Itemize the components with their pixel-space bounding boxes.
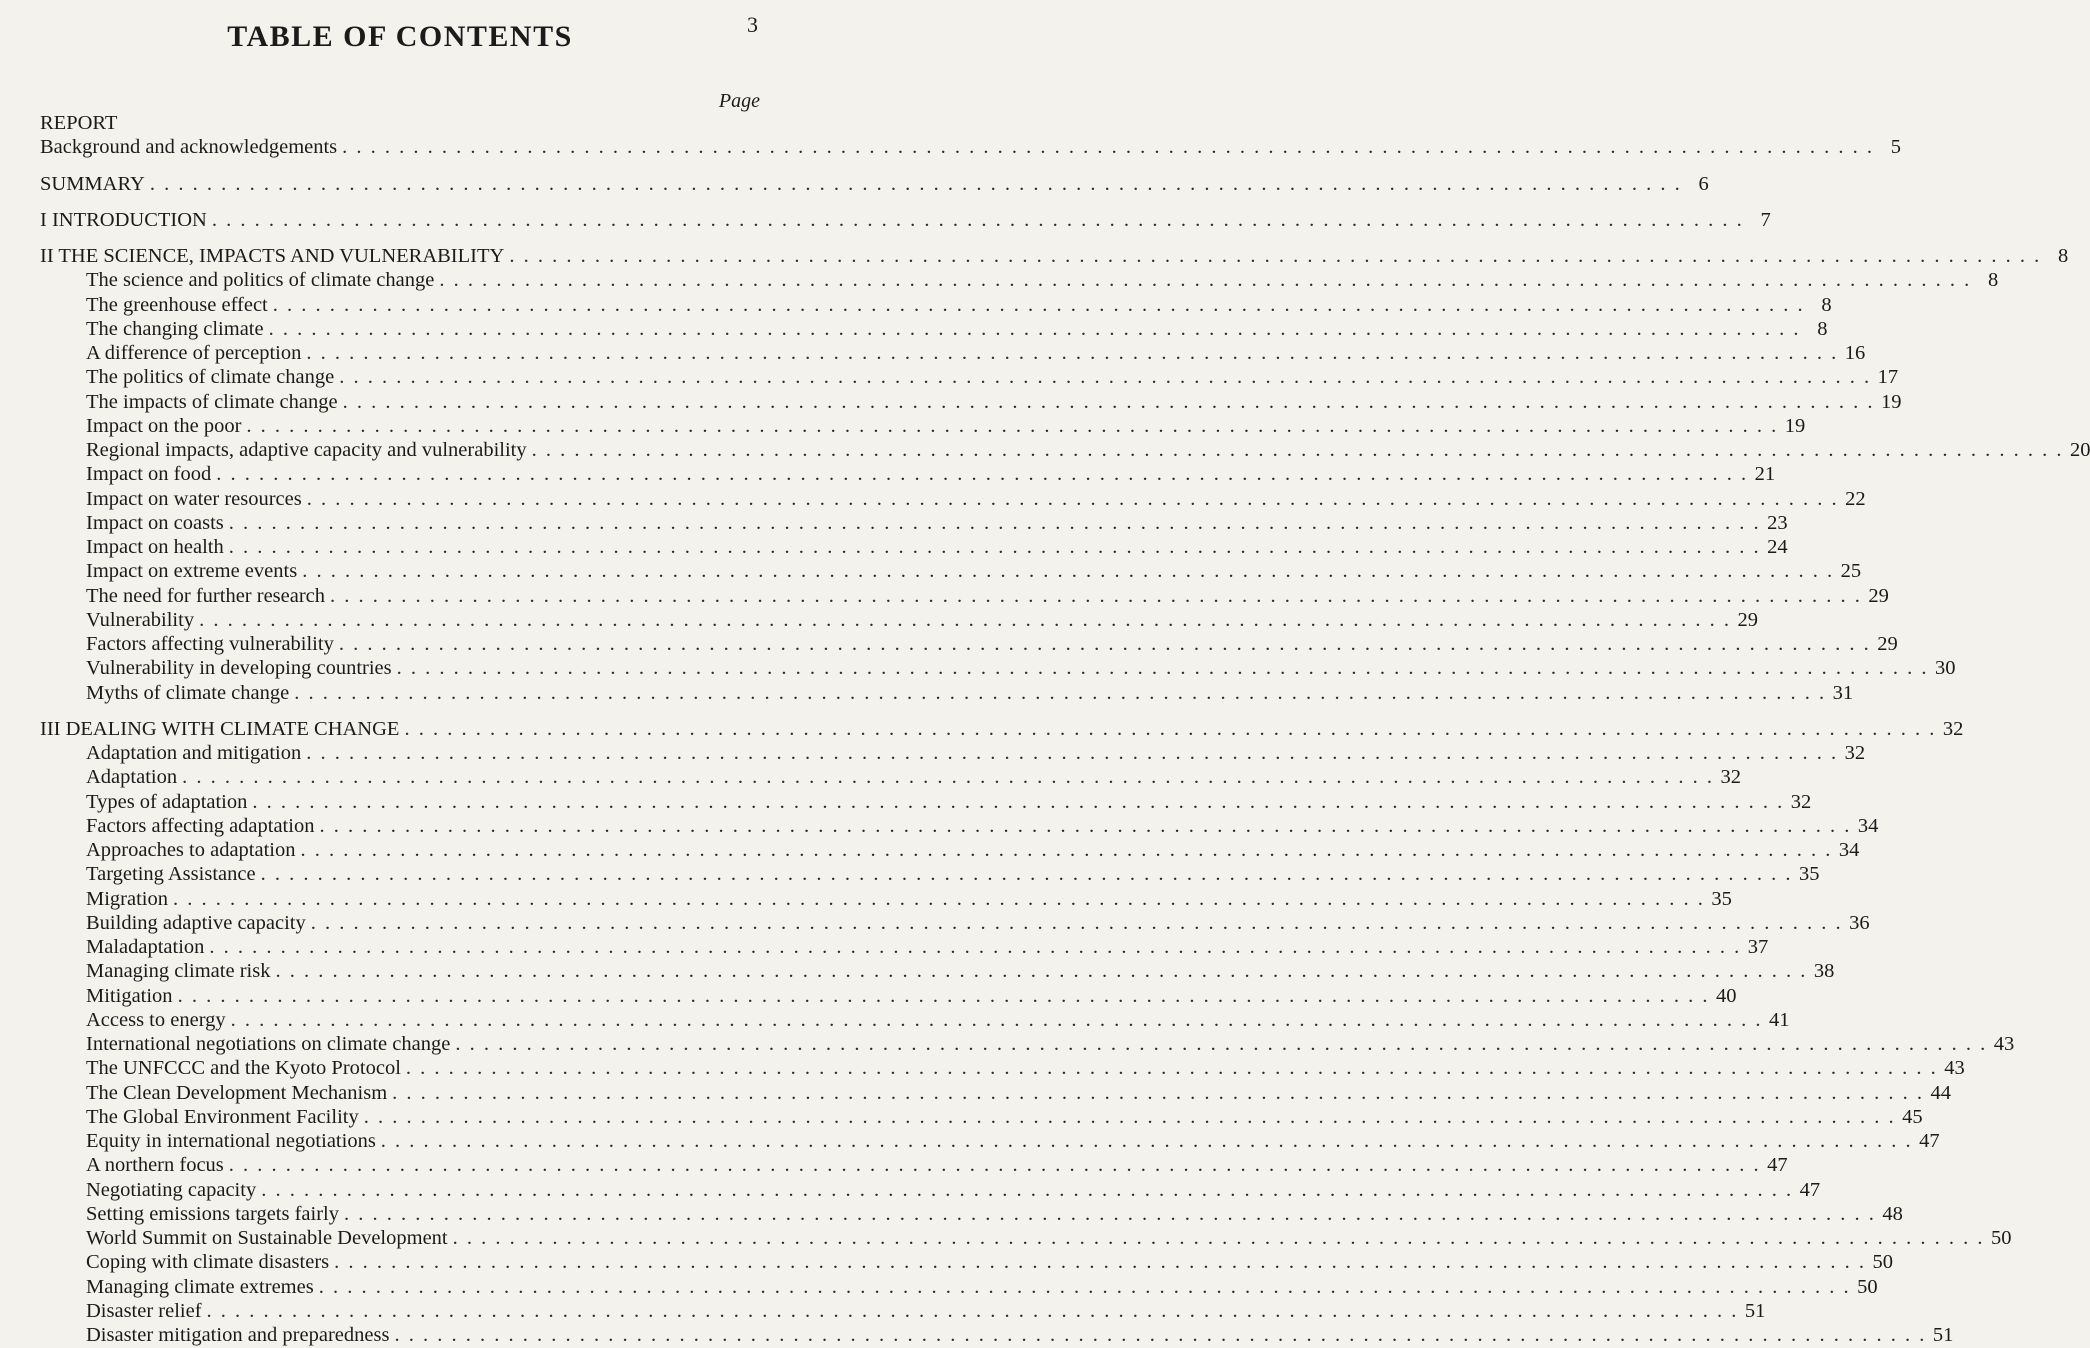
toc-entry[interactable] [40, 839, 1860, 863]
toc-entry-title: Managing climate risk [86, 960, 271, 983]
toc-entry-page: 44 [1930, 1081, 1952, 1104]
toc-leader-dots [364, 1106, 1896, 1129]
toc-entry-page: 40 [1715, 984, 1737, 1007]
toc-entry-page: 31 [1832, 681, 1854, 704]
toc-entry-title: A northern focus [86, 1154, 224, 1177]
toc-entry-page: 47 [1767, 1154, 1788, 1177]
toc-entry-title: The UNFCCC and the Kyoto Protocol [86, 1057, 401, 1080]
toc-leader-dots [306, 342, 1838, 365]
toc-leader-dots [173, 888, 1705, 911]
toc-leader-dots [439, 269, 1971, 292]
toc-entry-page: 8 [2057, 245, 2069, 267]
toc-entry-title: Impact on the poor [86, 414, 242, 437]
toc-entry-page: 5 [1890, 136, 1902, 159]
toc-entry-title: Approaches to adaptation [86, 839, 296, 861]
toc-entry-page: 48 [1882, 1202, 1903, 1225]
toc-entry-title: The impacts of climate change [86, 390, 338, 413]
toc-leader-dots [330, 585, 1862, 608]
toc-entry[interactable] [40, 766, 1741, 790]
toc-entry-page: 25 [1840, 560, 1862, 583]
toc-section-heading[interactable] [40, 172, 1709, 197]
toc-leader-dots [229, 1154, 1761, 1177]
toc-entry-title: The Clean Development Mechanism [86, 1081, 388, 1104]
toc-entry-title: The science and politics of climate change [86, 269, 435, 292]
toc-entry-page: 47 [1919, 1130, 1940, 1152]
toc-leader-dots [343, 391, 1875, 414]
toc-entry-page: 17 [1877, 366, 1899, 389]
toc-entry[interactable] [40, 342, 1866, 366]
toc-entry[interactable] [40, 269, 1999, 293]
toc-entry[interactable] [40, 414, 1806, 439]
page-title: TABLE OF CONTENTS [227, 20, 573, 53]
toc-leader-dots [307, 488, 1839, 511]
toc-entry-page: 47 [1799, 1178, 1821, 1201]
toc-entry-title: World Summit on Sustainable Development [86, 1227, 448, 1249]
toc-leader-dots [339, 633, 1871, 656]
toc-entry[interactable] [40, 1227, 2012, 1251]
toc-leader-dots [252, 791, 1784, 814]
toc-entry-title: Maladaptation [86, 936, 205, 958]
toc-entry-title: SUMMARY [40, 172, 145, 195]
toc-entry-title: The politics of climate change [86, 366, 335, 389]
toc-entry[interactable] [40, 366, 1899, 390]
toc-entry[interactable] [40, 1105, 1923, 1130]
toc-leader-dots [294, 682, 1826, 705]
toc-entry-title: III DEALING WITH CLIMATE CHANGE [40, 717, 400, 740]
toc-entry[interactable] [40, 1033, 2015, 1057]
toc-entry-page: 8 [1817, 317, 1828, 340]
toc-entry-page: 32 [1790, 790, 1812, 813]
toc-entry-page: 34 [1857, 814, 1879, 837]
toc-leader-dots [207, 1300, 1739, 1323]
toc-entry[interactable] [40, 317, 1828, 342]
toc-leader-dots [392, 1082, 1924, 1105]
toc-entry-title: Adaptation [86, 766, 178, 789]
toc-entry-title: Disaster mitigation and preparedness [86, 1324, 390, 1346]
toc-entry-title: Equity in international negotiations [86, 1130, 376, 1152]
toc-leader-dots [273, 294, 1805, 317]
toc-entry[interactable] [40, 984, 1737, 1009]
toc-entry[interactable] [40, 681, 1854, 706]
toc-entry-page: 29 [1868, 584, 1889, 607]
toc-leader-dots [397, 657, 1929, 680]
toc-entry-page: 19 [1784, 414, 1806, 437]
toc-entry-title: Myths of climate change [86, 681, 290, 704]
toc-entry-page: 8 [1821, 293, 1832, 316]
toc-leader-dots [406, 1057, 1938, 1080]
toc-entry-page: 36 [1849, 911, 1870, 934]
toc-entry-title: Building adaptive capacity [86, 911, 306, 934]
toc-leader-dots [199, 609, 1731, 632]
toc-leader-dots [532, 439, 2064, 462]
toc-entry-title: Vulnerability in developing countries [86, 657, 392, 680]
toc-entry-page: 37 [1747, 936, 1769, 958]
toc-entry[interactable] [40, 863, 1820, 887]
toc-entry-title: Impact on health [86, 536, 224, 558]
toc-leader-dots [261, 1179, 1793, 1202]
toc-entry-page: 32 [1942, 717, 1964, 740]
toc-leader-dots [302, 560, 1834, 583]
toc-entry[interactable] [40, 742, 1866, 766]
toc-leader-dots [246, 415, 1778, 438]
toc-entry-title: Factors affecting adaptation [86, 814, 315, 837]
toc-entry-page: 35 [1798, 863, 1820, 886]
toc-entry-title: Regional impacts, adaptive capacity and vulnerability [86, 439, 527, 461]
toc-leader-dots [319, 1276, 1851, 1299]
toc-entry-page: 45 [1902, 1105, 1923, 1128]
toc-leader-dots [212, 209, 1744, 232]
toc-leader-dots [231, 1009, 1763, 1032]
toc-section-heading[interactable] [40, 717, 1964, 742]
toc-entry-page: 30 [1935, 657, 1956, 680]
toc-leader-dots [311, 912, 1843, 935]
toc-entry-page: 32 [1844, 742, 1866, 764]
toc-entry-title: Background and acknowledgements [40, 136, 338, 159]
toc-entry[interactable] [40, 1324, 1954, 1348]
toc-entry-page: 8 [1987, 269, 1999, 292]
toc-entry[interactable] [40, 560, 1862, 584]
toc-leader-dots [381, 1130, 1913, 1153]
toc-section-heading[interactable] [40, 245, 2069, 269]
toc-leader-dots [229, 536, 1761, 559]
toc-leader-dots [229, 512, 1761, 535]
toc-leader-dots [453, 1227, 1985, 1250]
toc-entry-title: Types of adaptation [86, 790, 248, 813]
toc-entry-title: Negotiating capacity [86, 1178, 257, 1201]
table-of-contents [40, 112, 2090, 1348]
toc-leader-dots [404, 718, 1936, 741]
toc-entry[interactable] [40, 814, 1879, 839]
toc-entry-page: 24 [1767, 536, 1788, 558]
toc-section-heading[interactable] [40, 208, 1771, 233]
toc-entry-page: 51 [1744, 1299, 1766, 1322]
toc-entry-page: 35 [1711, 887, 1732, 910]
toc-entry[interactable] [40, 511, 1788, 536]
toc-entry-title: The Global Environment Facility [86, 1105, 359, 1128]
toc-entry-page: 20 [2069, 439, 2090, 461]
toc-entry-title: Impact on extreme events [86, 560, 298, 583]
toc-entry-title: Managing climate extremes [86, 1275, 314, 1298]
page-number: 3 [747, 12, 758, 37]
toc-entry-title: II THE SCIENCE, IMPACTS AND VULNERABILITY [40, 245, 505, 267]
toc-entry-page: 43 [1993, 1033, 2015, 1055]
toc-leader-dots [178, 985, 1710, 1008]
toc-entry-page: 50 [1991, 1227, 2012, 1249]
toc-leader-dots [455, 1033, 1987, 1056]
toc-entry[interactable] [40, 790, 1812, 815]
toc-leader-dots [150, 173, 1682, 196]
toc-entry-page: 6 [1698, 172, 1709, 195]
toc-entry-page: 32 [1720, 766, 1741, 789]
toc-entry-title: I INTRODUCTION [40, 208, 207, 231]
toc-entry-title: The changing climate [86, 317, 264, 340]
toc-leader-dots [275, 960, 1807, 983]
toc-entry-page: 43 [1944, 1057, 1965, 1080]
toc-entry-page: 50 [1857, 1275, 1878, 1298]
toc-entry[interactable] [40, 633, 1898, 657]
toc-entry[interactable] [40, 463, 1776, 487]
toc-entry[interactable] [40, 487, 1866, 512]
toc-entry[interactable] [40, 390, 1902, 415]
toc-entry-title: A difference of perception [86, 342, 302, 364]
toc-entry-title: Migration [86, 887, 168, 910]
toc-entry[interactable] [40, 657, 1956, 681]
toc-entry[interactable] [40, 1178, 1821, 1203]
toc-leader-dots [319, 815, 1851, 838]
toc-entry-page: 22 [1845, 487, 1866, 510]
toc-leader-dots [182, 766, 1714, 789]
toc-entry-page: 51 [1932, 1324, 1954, 1346]
toc-leader-dots [394, 1324, 1926, 1347]
toc-entry-page: 50 [1872, 1251, 1893, 1274]
toc-entry-page: 21 [1754, 463, 1776, 486]
toc-entry-page: 38 [1813, 960, 1835, 983]
toc-section-heading[interactable] [40, 112, 762, 136]
toc-entry[interactable] [40, 1251, 1893, 1275]
toc-entry[interactable] [40, 1299, 1766, 1324]
toc-entry-page: 23 [1767, 511, 1788, 534]
toc-leader-dots [344, 1203, 1876, 1226]
toc-entry-title: Impact on coasts [86, 511, 224, 534]
toc-entry[interactable] [40, 536, 1788, 560]
toc-leader-dots [334, 1251, 1866, 1274]
toc-entry-page: 16 [1844, 342, 1866, 364]
toc-leader-dots [216, 463, 1748, 486]
toc-leader-dots [342, 136, 1874, 159]
toc-entry-title: Factors affecting vulnerability [86, 633, 334, 655]
toc-entry[interactable] [40, 584, 1889, 609]
toc-leader-dots [339, 366, 1871, 389]
toc-entry[interactable] [40, 1008, 1790, 1033]
toc-entry-page: 29 [1877, 633, 1898, 655]
toc-leader-dots [509, 245, 2041, 268]
toc-entry[interactable] [40, 293, 1832, 318]
toc-entry[interactable] [40, 1130, 1940, 1154]
toc-entry[interactable] [40, 1275, 1878, 1300]
toc-entry-title: International negotiations on climate change [86, 1033, 451, 1055]
toc-section-heading[interactable] [40, 136, 1902, 160]
toc-entry-title: Mitigation [86, 984, 173, 1007]
toc-leader-dots [261, 863, 1793, 886]
toc-entry[interactable] [40, 439, 2090, 463]
toc-entry[interactable] [40, 608, 1758, 633]
toc-entry-title: Adaptation and mitigation [86, 742, 302, 764]
toc-entry[interactable] [40, 1081, 1952, 1106]
toc-entry-page: 29 [1737, 608, 1758, 631]
toc-entry-title: The need for further research [86, 584, 326, 607]
toc-entry-title: The greenhouse effect [86, 293, 268, 316]
toc-entry[interactable] [40, 887, 1732, 912]
toc-entry-title: Coping with climate disasters [86, 1251, 330, 1274]
page-column-label: Page [718, 90, 760, 112]
toc-leader-dots [300, 839, 1832, 862]
toc-entry-page: 41 [1769, 1008, 1790, 1031]
toc-entry-title: Vulnerability [86, 608, 195, 631]
toc-entry[interactable] [40, 911, 1870, 936]
toc-entry[interactable] [40, 1202, 1903, 1227]
toc-entry-page: 19 [1880, 390, 1902, 413]
toc-leader-dots [269, 318, 1801, 341]
toc-leader-dots [306, 742, 1838, 765]
toc-entry-title: REPORT [40, 112, 118, 134]
toc-entry-page: 7 [1760, 208, 1771, 231]
toc-entry-title: Impact on food [86, 463, 212, 486]
toc-entry-title: Impact on water resources [86, 487, 302, 510]
toc-entry[interactable] [40, 960, 1835, 984]
toc-entry[interactable] [40, 1154, 1788, 1178]
toc-entry-title: Disaster relief [86, 1299, 202, 1322]
toc-entry-title: Targeting Assistance [86, 863, 256, 886]
toc-entry-title: Setting emissions targets fairly [86, 1202, 339, 1225]
toc-entry[interactable] [40, 936, 1769, 960]
toc-entry-title: Access to energy [86, 1008, 226, 1031]
toc-entry[interactable] [40, 1057, 1965, 1081]
toc-entry-page: 34 [1838, 839, 1860, 861]
toc-leader-dots [209, 936, 1741, 959]
